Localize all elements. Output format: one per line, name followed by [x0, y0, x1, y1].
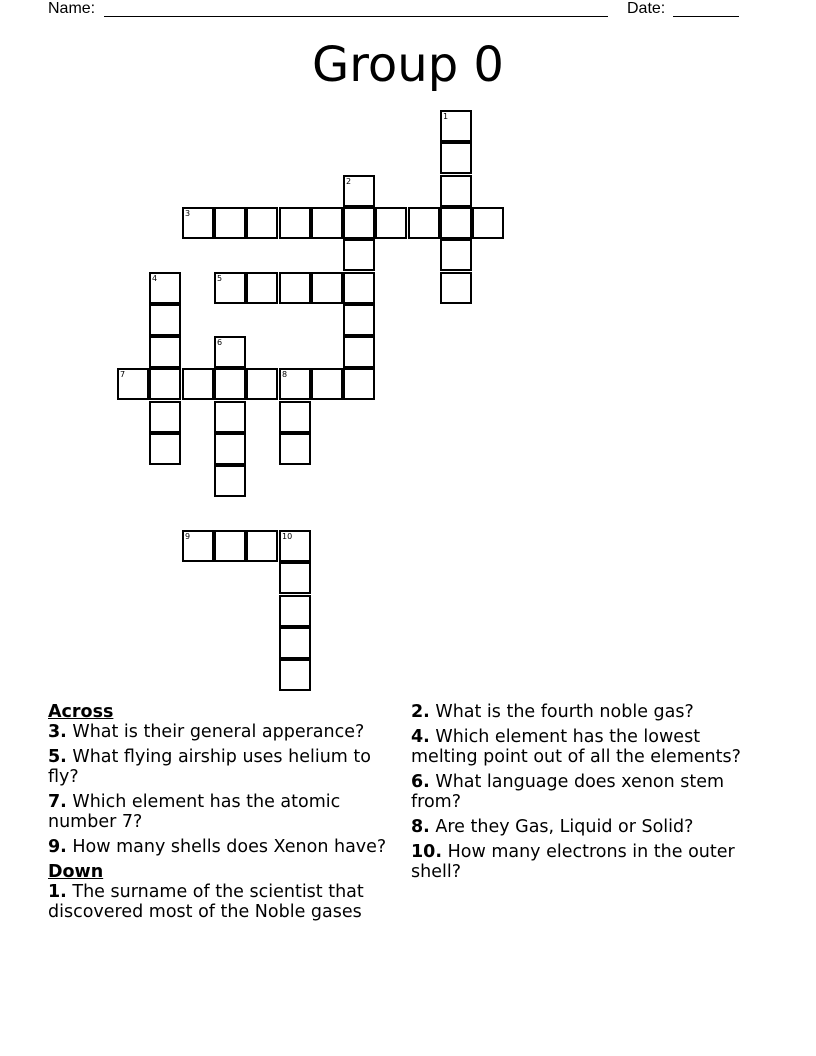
across-heading: Across	[48, 702, 114, 722]
crossword-cell[interactable]	[343, 336, 375, 368]
clue-item-text: What language does xenon stem from?	[411, 772, 725, 812]
clue-number: 6	[217, 338, 223, 347]
clue-number: 5	[217, 274, 223, 283]
clue-number: 3	[185, 209, 191, 218]
crossword-cell[interactable]	[440, 175, 472, 207]
crossword-cell[interactable]	[279, 207, 311, 239]
crossword-cell[interactable]	[149, 401, 181, 433]
crossword-cell[interactable]	[214, 465, 246, 497]
clue-item-number: 10.	[411, 842, 443, 862]
crossword-cell[interactable]	[343, 272, 375, 304]
crossword-cell[interactable]	[214, 272, 246, 304]
crossword-cell[interactable]	[279, 659, 311, 691]
clue-item	[48, 722, 388, 742]
crossword-cell[interactable]	[440, 239, 472, 271]
crossword-cell[interactable]	[246, 207, 278, 239]
clue-item-text: Which element has the lowest melting point out of all the elements?	[411, 727, 741, 767]
clue-item	[411, 817, 761, 837]
crossword-cell[interactable]	[279, 401, 311, 433]
clues-left-column	[48, 702, 388, 927]
crossword-cell[interactable]	[343, 304, 375, 336]
crossword-cell[interactable]	[214, 433, 246, 465]
clue-item-text: What flying airship uses helium to fly?	[48, 747, 371, 787]
crossword-cell[interactable]	[279, 368, 311, 400]
clue-item-number: 1.	[48, 882, 67, 902]
crossword-cell[interactable]	[279, 595, 311, 627]
clue-item	[48, 882, 388, 922]
crossword-cell[interactable]	[472, 207, 504, 239]
clue-number: 9	[185, 532, 191, 541]
clue-number: 2	[346, 177, 352, 186]
clue-item	[411, 727, 761, 767]
crossword-cell[interactable]	[182, 207, 214, 239]
clue-item-text: Which element has the atomic number 7?	[48, 792, 341, 832]
clue-item-number: 2.	[411, 702, 430, 722]
crossword-cell[interactable]	[214, 207, 246, 239]
clue-number: 4	[152, 274, 158, 283]
crossword-cell[interactable]	[214, 368, 246, 400]
crossword-cell[interactable]	[214, 336, 246, 368]
crossword-cell[interactable]	[117, 368, 149, 400]
crossword-cell[interactable]	[149, 433, 181, 465]
clue-item-number: 6.	[411, 772, 430, 792]
clue-item	[411, 772, 761, 812]
clue-item	[411, 702, 761, 722]
clue-item-number: 8.	[411, 817, 430, 837]
crossword-cell[interactable]	[214, 530, 246, 562]
page-title: Group 0	[312, 37, 504, 93]
crossword-cell[interactable]	[440, 110, 472, 142]
clue-item	[411, 842, 761, 882]
crossword-cell[interactable]	[440, 142, 472, 174]
clue-number: 1	[443, 112, 449, 121]
clue-item-text: What is the fourth noble gas?	[429, 702, 694, 722]
clue-item-number: 5.	[48, 747, 67, 767]
crossword-cell[interactable]	[343, 368, 375, 400]
crossword-cell[interactable]	[246, 272, 278, 304]
crossword-cell[interactable]	[279, 530, 311, 562]
clue-item	[48, 792, 388, 832]
clue-item-number: 3.	[48, 722, 67, 742]
crossword-cell[interactable]	[246, 530, 278, 562]
clue-item-number: 4.	[411, 727, 430, 747]
crossword-cell[interactable]	[279, 433, 311, 465]
clue-number: 10	[282, 532, 293, 541]
crossword-cell[interactable]	[182, 530, 214, 562]
clue-item-text: How many shells does Xenon have?	[66, 837, 387, 857]
across-clue-list	[48, 722, 388, 857]
crossword-cell[interactable]	[149, 304, 181, 336]
crossword-cell[interactable]	[182, 368, 214, 400]
clue-number: 8	[282, 370, 288, 379]
crossword-cell[interactable]	[246, 368, 278, 400]
crossword-cell[interactable]	[149, 272, 181, 304]
crossword-cell[interactable]	[440, 272, 472, 304]
crossword-cell[interactable]	[149, 336, 181, 368]
crossword-cell[interactable]	[279, 562, 311, 594]
clue-item-text: What is their general apperance?	[66, 722, 365, 742]
name-label: Name:	[48, 0, 96, 17]
crossword-cell[interactable]	[343, 239, 375, 271]
down-clue-list	[48, 882, 388, 922]
down-clue-list-continued	[411, 702, 761, 882]
date-label: Date:	[627, 0, 666, 17]
clue-item	[48, 837, 388, 857]
clue-number: 7	[120, 370, 126, 379]
crossword-cell[interactable]	[440, 207, 472, 239]
clue-item-number: 7.	[48, 792, 67, 812]
clue-item-text: How many electrons in the outer shell?	[411, 842, 735, 882]
crossword-cell[interactable]	[311, 207, 343, 239]
clue-item	[48, 747, 388, 787]
crossword-cell[interactable]	[408, 207, 440, 239]
crossword-cell[interactable]	[279, 627, 311, 659]
clue-item-text: Are they Gas, Liquid or Solid?	[429, 817, 694, 837]
crossword-cell[interactable]	[214, 401, 246, 433]
down-heading: Down	[48, 862, 104, 882]
crossword-cell[interactable]	[279, 272, 311, 304]
crossword-cell[interactable]	[311, 272, 343, 304]
clues-right-column	[411, 702, 761, 887]
crossword-cell[interactable]	[343, 207, 375, 239]
crossword-cell[interactable]	[149, 368, 181, 400]
crossword-cell[interactable]	[375, 207, 407, 239]
crossword-cell[interactable]	[311, 368, 343, 400]
clue-item-number: 9.	[48, 837, 67, 857]
clue-item-text: The surname of the scientist that discovered most of the Noble gases	[48, 882, 364, 922]
crossword-cell[interactable]	[343, 175, 375, 207]
